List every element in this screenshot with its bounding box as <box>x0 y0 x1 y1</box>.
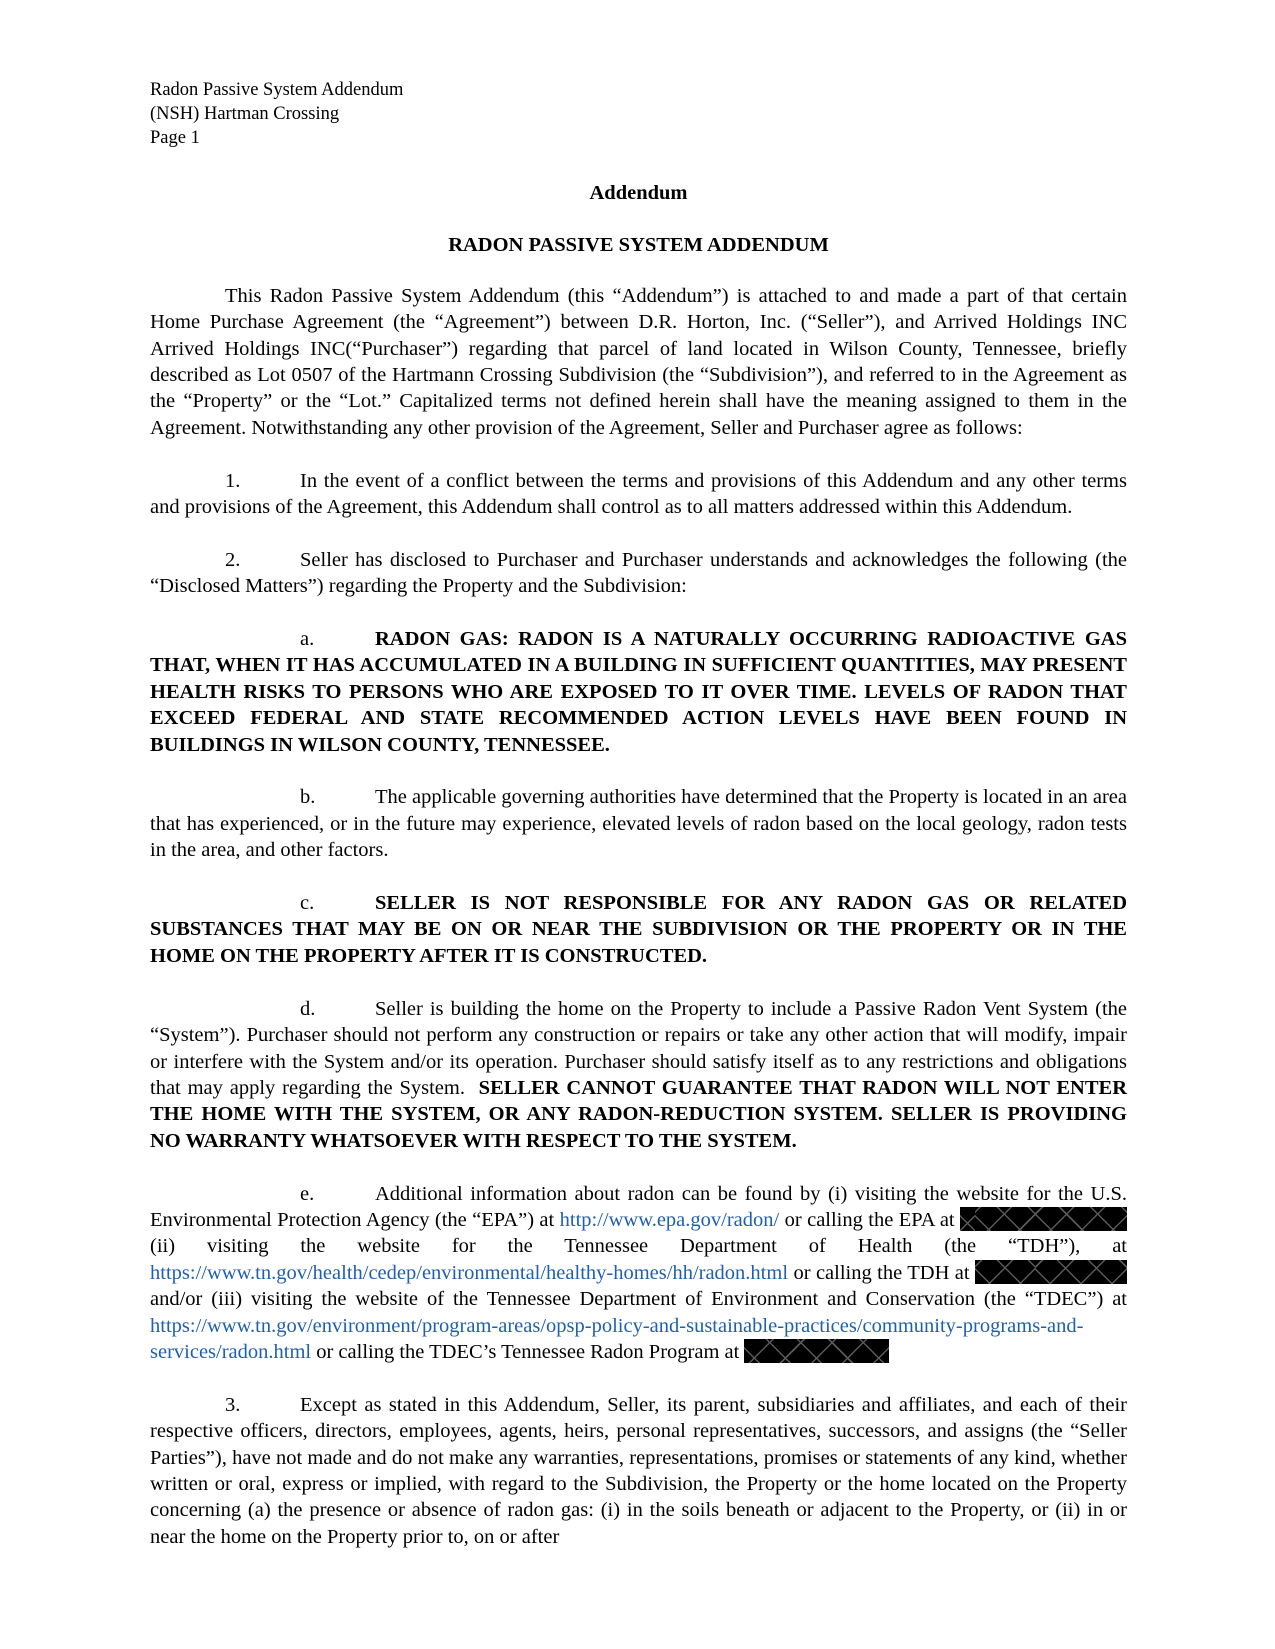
item-a-label: a. <box>300 628 315 651</box>
header-document-name: Radon Passive System Addendum <box>150 80 404 100</box>
redacted-tdh-phone-start <box>975 1260 1035 1284</box>
item-c <box>150 890 1127 969</box>
item-e-text-5: and/or (iii) visiting the website of the Tennessee Department of Environment and Conservation (the “TDEC”) at <box>150 1288 1127 1311</box>
item-b <box>150 784 1127 863</box>
section-1-number: 1. <box>225 469 241 492</box>
section-3-text: Except as stated in this Addendum, Seller, its parent, subsidiaries and affiliates, and each of their respective officers, directors, employees, agents, heirs, personal representatives, successors, and assigns (the “Seller Parties”), have not made and do not make any warranties, representations, promises or statements of any kind, whether written or oral, express or implied, with regard to the Subdivision, the Property or the home located on the Property concerning (a) the presence or absence of radon gas: (i) in the soils beneath or adjacent to the Property, or (ii) in or near the home on the Property prior to, on or after <box>150 1393 1127 1548</box>
section-3-number: 3. <box>225 1393 241 1416</box>
intro-paragraph: This Radon Passive System Addendum (this “Addendum”) is attached to and made a part of that certain Home Purchase Agreement (the “Agreement”) between D.R. Horton, Inc. (“Seller”), and Arrived Holdings INC Arrived Holdings INC(“Purchaser”) regarding that parcel of land located in Wilson County, Tennessee, briefly described as Lot 0507 of the Hartmann Crossing Subdivision (the “Subdivision”), and referred to in the Agreement as the “Property” or the “Lot.” Capitalized terms not defined herein shall have the meaning assigned to them in the Agreement. Notwithstanding any other provision of the Agreement, Seller and Purchaser agree as follows: <box>150 284 1127 439</box>
item-b-text: The applicable governing authorities have determined that the Property is located in an area that has experienced, or in the future may experience, elevated levels of radon based on the local geology, radon tests in the area, and other factors. <box>150 786 1127 862</box>
redacted-tdec-phone <box>744 1339 889 1363</box>
tdec-radon-link[interactable]: https://www.tn.gov/environment/program-areas/opsp-policy-and-sustainable-practices/community-programs-and-services/radon.html <box>150 1314 1084 1363</box>
section-2 <box>150 547 1127 600</box>
document-page <box>150 78 1127 1550</box>
epa-radon-link[interactable]: http://www.epa.gov/radon/ <box>559 1208 780 1231</box>
item-e-label: e. <box>300 1182 315 1205</box>
item-a <box>150 626 1127 758</box>
item-e-text-1: Additional information about radon can be found by (i) visiting the website for the U.S. Environmental Protection Agency (the “EPA”) at <box>150 1182 1127 1231</box>
item-e-text-4: or calling the TDH at <box>793 1261 970 1284</box>
item-b-label: b. <box>300 786 316 809</box>
section-1-text: In the event of a conflict between the terms and provisions of this Addendum and any other terms and provisions of the Agreement, this Addendum shall control as to all matters addressed within this Addendum. <box>150 469 1127 519</box>
section-1 <box>150 468 1127 521</box>
item-d-label: d. <box>300 997 316 1020</box>
header-page-number: Page 1 <box>150 128 200 148</box>
section-2-text: Seller has disclosed to Purchaser and Purchaser understands and acknowledges the following (the “Disclosed Matters”) regarding the Property and the Subdivision: <box>150 548 1127 598</box>
page-header <box>150 78 1127 150</box>
item-a-text: RADON GAS: RADON IS A NATURALLY OCCURRING RADIOACTIVE GAS THAT, WHEN IT HAS ACCUMULATED IN A BUILDING IN SUFFICIENT QUANTITIES, MAY PRESENT HEALTH RISKS TO PERSONS WHO ARE EXPOSED TO IT OVER TIME. LEVELS OF RADON THAT EXCEED FEDERAL AND STATE RECOMMENDED ACTION LEVELS HAVE BEEN FOUND IN BUILDINGS IN WILSON COUNTY, TENNESSEE. <box>150 628 1127 756</box>
section-2-number: 2. <box>225 548 241 571</box>
document-subtitle: RADON PASSIVE SYSTEM ADDENDUM <box>448 234 829 257</box>
item-d-bold-text: SELLER CANNOT GUARANTEE THAT RADON WILL NOT ENTER THE HOME WITH THE SYSTEM, OR ANY RADON-REDUCTION SYSTEM. SELLER IS PROVIDING NO WARRANTY WHATSOEVER WITH RESPECT TO THE SYSTEM. <box>150 1076 1128 1152</box>
item-e <box>150 1181 1127 1366</box>
item-d-text: Seller is building the home on the Property to include a Passive Radon Vent System (the “System”). Purchaser should not perform any construction or repairs or take any other action that will modify, impair or interfere with the System and/or its operation. Purchaser should satisfy itself as to any restrictions and obligations that may apply regarding the System. <box>150 997 1127 1099</box>
item-c-label: c. <box>300 892 315 915</box>
item-c-text: SELLER IS NOT RESPONSIBLE FOR ANY RADON GAS OR RELATED SUBSTANCES THAT MAY BE ON OR NEAR THE SUBDIVISION OR THE PROPERTY OR IN THE HOME ON THE PROPERTY AFTER IT IS CONSTRUCTED. <box>150 892 1127 967</box>
redacted-epa-phone <box>975 1207 1127 1231</box>
tdh-radon-link[interactable]: https://www.tn.gov/health/cedep/environmental/healthy-homes/hh/radon.html <box>150 1261 789 1284</box>
redacted-epa-phone-start <box>960 1207 975 1231</box>
item-e-text-3: (ii) visiting the website for the Tennessee Department of Health (the “TDH”), at <box>150 1235 1127 1258</box>
item-d <box>150 996 1127 1154</box>
item-e-text-2: or calling the EPA at <box>784 1208 955 1231</box>
item-e-text-6: or calling the TDEC’s Tennessee Radon Program at <box>316 1340 740 1363</box>
redacted-tdh-phone <box>1035 1260 1127 1284</box>
header-community-name: (NSH) Hartman Crossing <box>150 104 340 124</box>
document-title: Addendum <box>589 182 688 204</box>
section-3 <box>150 1392 1127 1550</box>
